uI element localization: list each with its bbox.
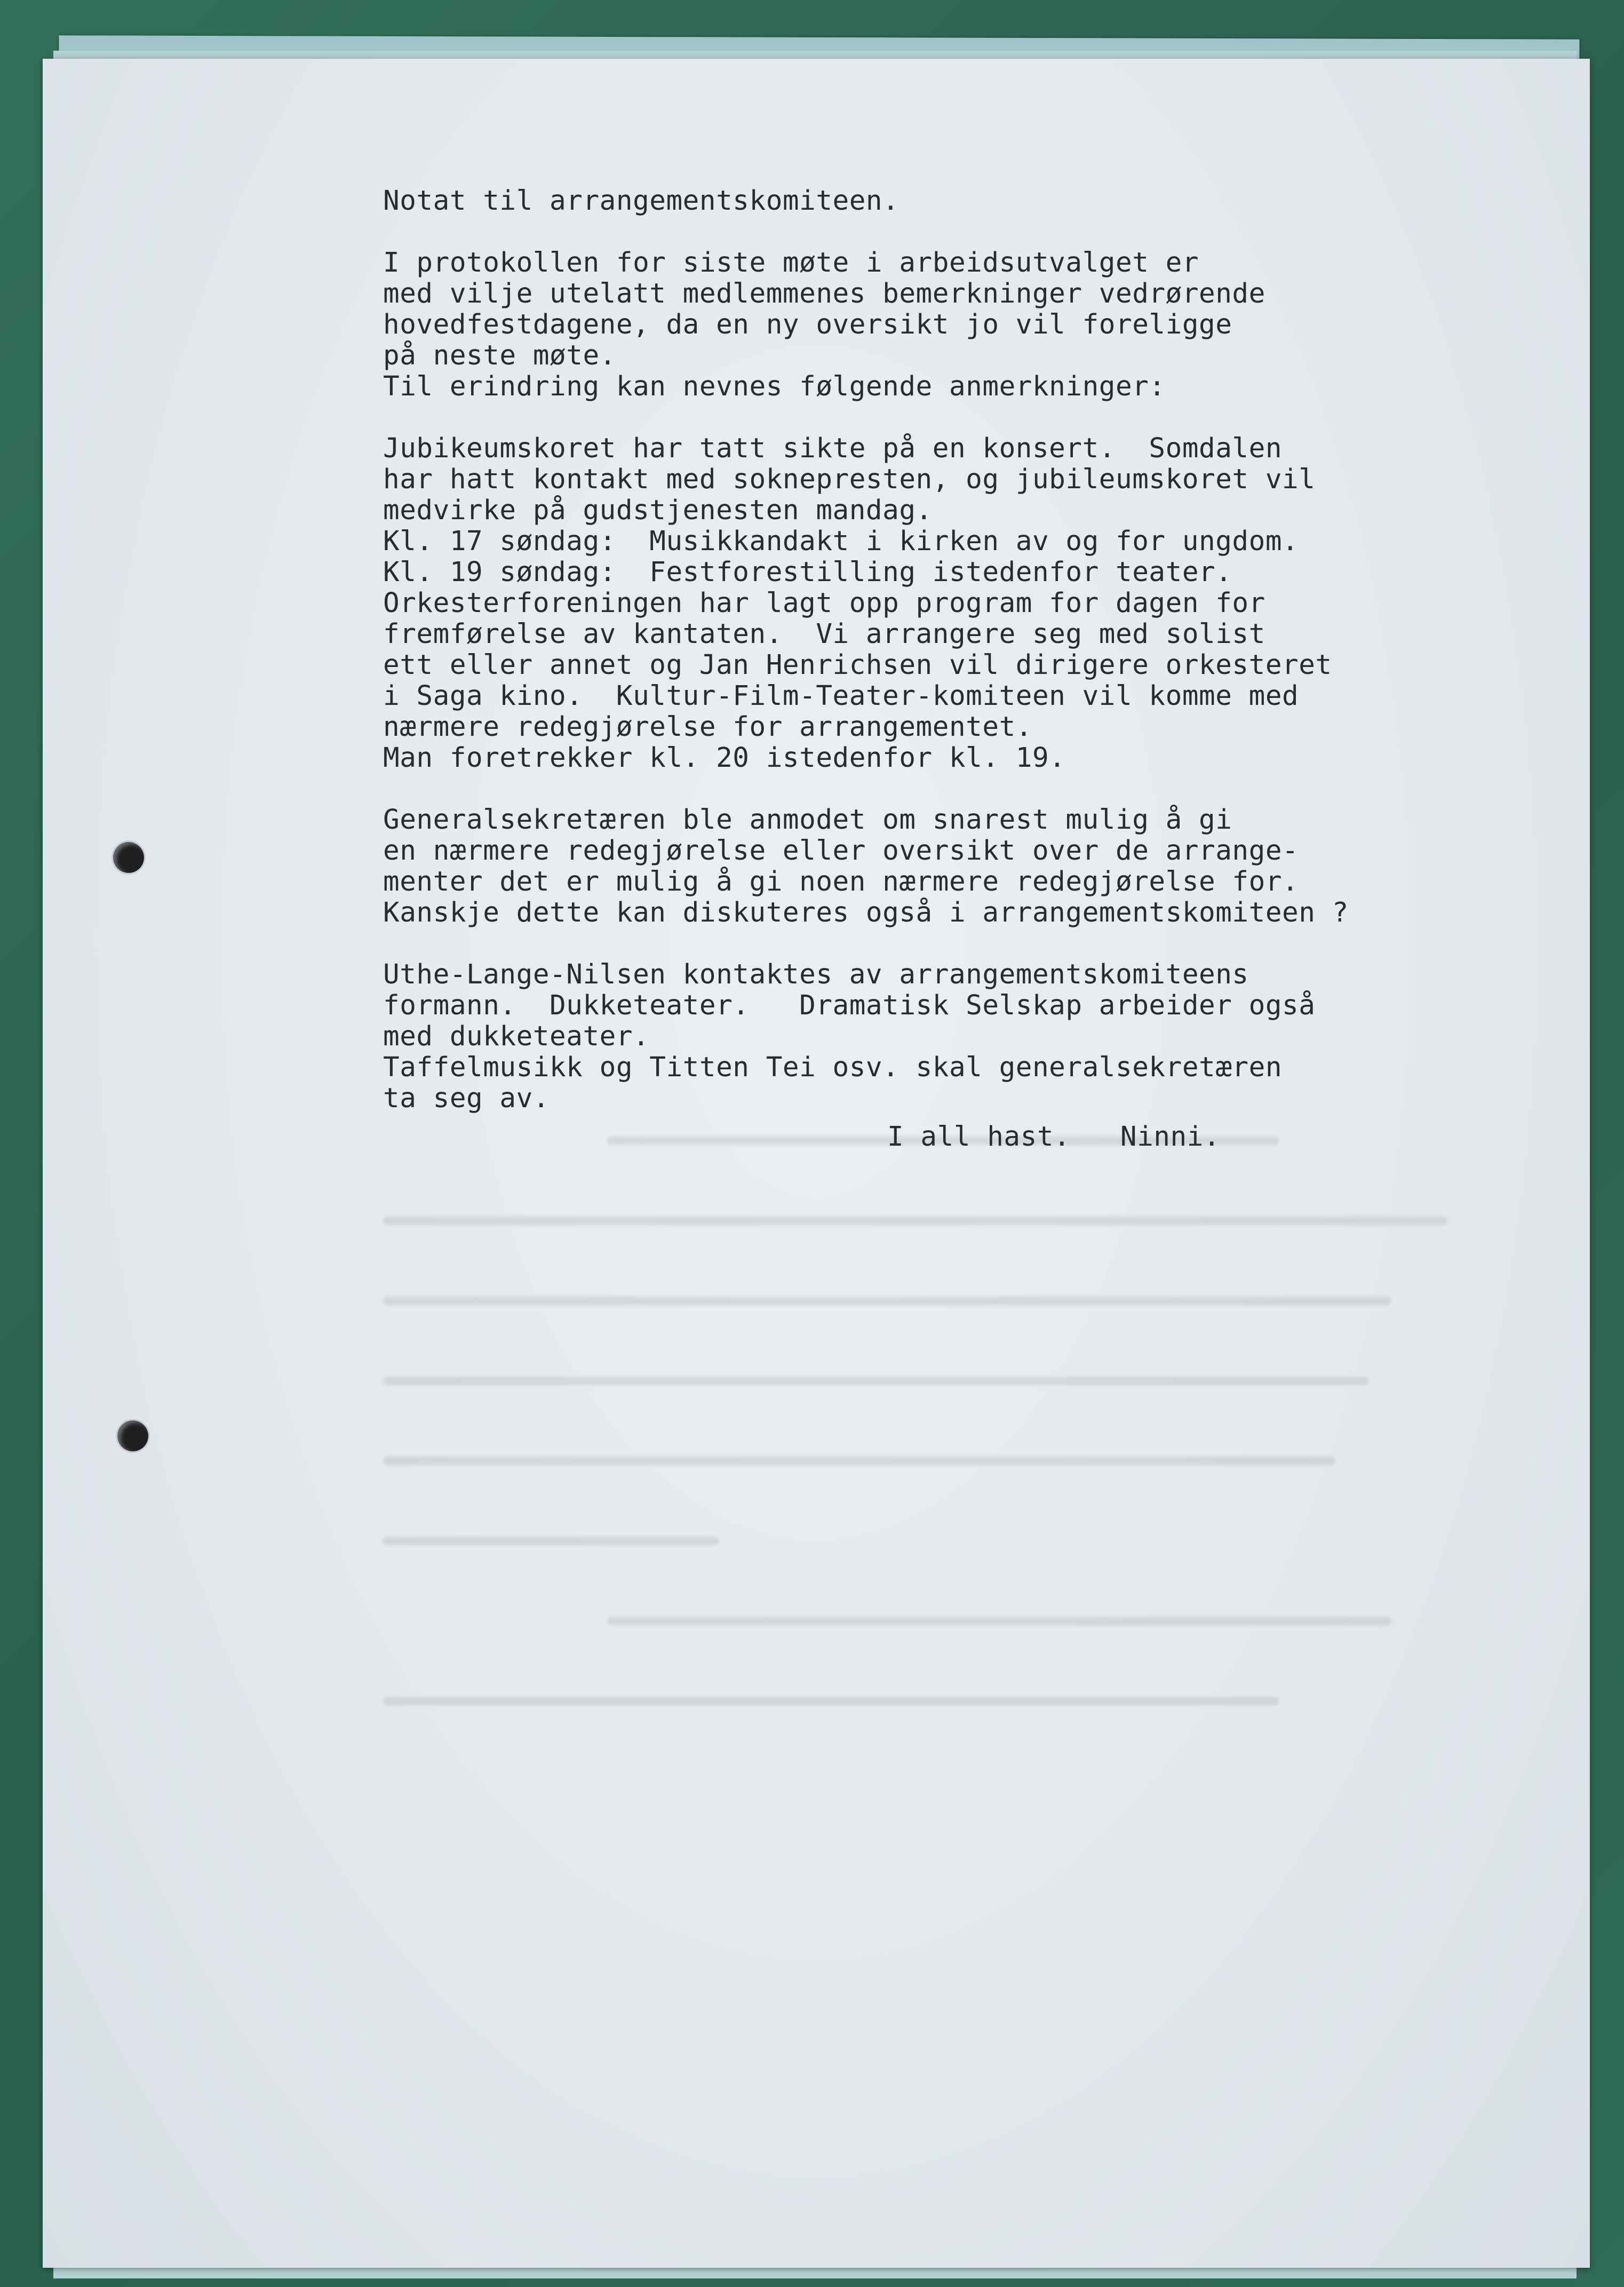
text-line: med vilje utelatt medlemmenes bemerkninger vedrørende xyxy=(383,278,1265,309)
punch-hole-top xyxy=(113,842,144,873)
text-line: med dukketeater. xyxy=(383,1021,650,1052)
text-line: fremførelse av kantaten. Vi arrangere seg med solist xyxy=(383,618,1265,650)
text-line: Man foretrekker kl. 20 istedenfor kl. 19. xyxy=(383,742,1066,774)
text-line: Kanskje dette kan diskuteres også i arrangementskomiteen ? xyxy=(383,897,1349,928)
text-line: I protokollen for siste møte i arbeidsutvalget er xyxy=(383,247,1199,279)
text-line: Generalsekretæren ble anmodet om snarest mulig å gi xyxy=(383,804,1232,836)
text-line: Kl. 17 søndag: Musikkandakt i kirken av og for ungdom. xyxy=(383,526,1299,557)
text-line: Taffelmusikk og Titten Tei osv. skal generalsekretæren xyxy=(383,1052,1283,1083)
text-line: nærmere redegjørelse for arrangementet. xyxy=(383,711,1032,743)
text-line: Kl. 19 søndag: Festforestilling istedenfor teater. xyxy=(383,557,1232,588)
text-line: Uthe-Lange-Nilsen kontaktes av arrangementskomiteens xyxy=(383,959,1249,990)
text-line: en nærmere redegjørelse eller oversikt over de arrange- xyxy=(383,835,1299,867)
typed-memo xyxy=(383,185,1530,1153)
punch-hole-bottom xyxy=(117,1420,148,1451)
text-line: Til erindring kan nevnes følgende anmerkninger: xyxy=(383,371,1166,402)
text-line: Jubikeumskoret har tatt sikte på en konsert. Somdalen xyxy=(383,433,1283,464)
paragraph-3 xyxy=(383,805,1530,928)
text-line: medvirke på gudstjenesten mandag. xyxy=(383,495,933,526)
text-line: i Saga kino. Kultur-Film-Teater-komiteen vil komme med xyxy=(383,680,1299,712)
text-line: hovedfestdagene, da en ny oversikt jo vil foreligge xyxy=(383,309,1232,340)
text-line: formann. Dukketeater. Dramatisk Selskap arbeider også xyxy=(383,990,1316,1021)
text-line: menter det er mulig å gi noen nærmere redegjørelse for. xyxy=(383,866,1299,898)
text-line: har hatt kontakt med soknepresten, og jubileumskoret vil xyxy=(383,464,1316,495)
paragraph-2 xyxy=(383,433,1530,774)
text-line: Orkesterforeningen har lagt opp program for dagen for xyxy=(383,587,1265,619)
paragraph-4 xyxy=(383,959,1530,1114)
signoff: I all hast. Ninni. xyxy=(887,1121,1221,1153)
paragraph-1 xyxy=(383,248,1530,402)
memo-title: Notat til arrangementskomiteen. xyxy=(383,185,899,217)
text-line: på neste møte. xyxy=(383,340,616,371)
text-line: ett eller annet og Jan Henrichsen vil dirigere orkesteret xyxy=(383,649,1332,681)
text-line: ta seg av. xyxy=(383,1083,550,1114)
